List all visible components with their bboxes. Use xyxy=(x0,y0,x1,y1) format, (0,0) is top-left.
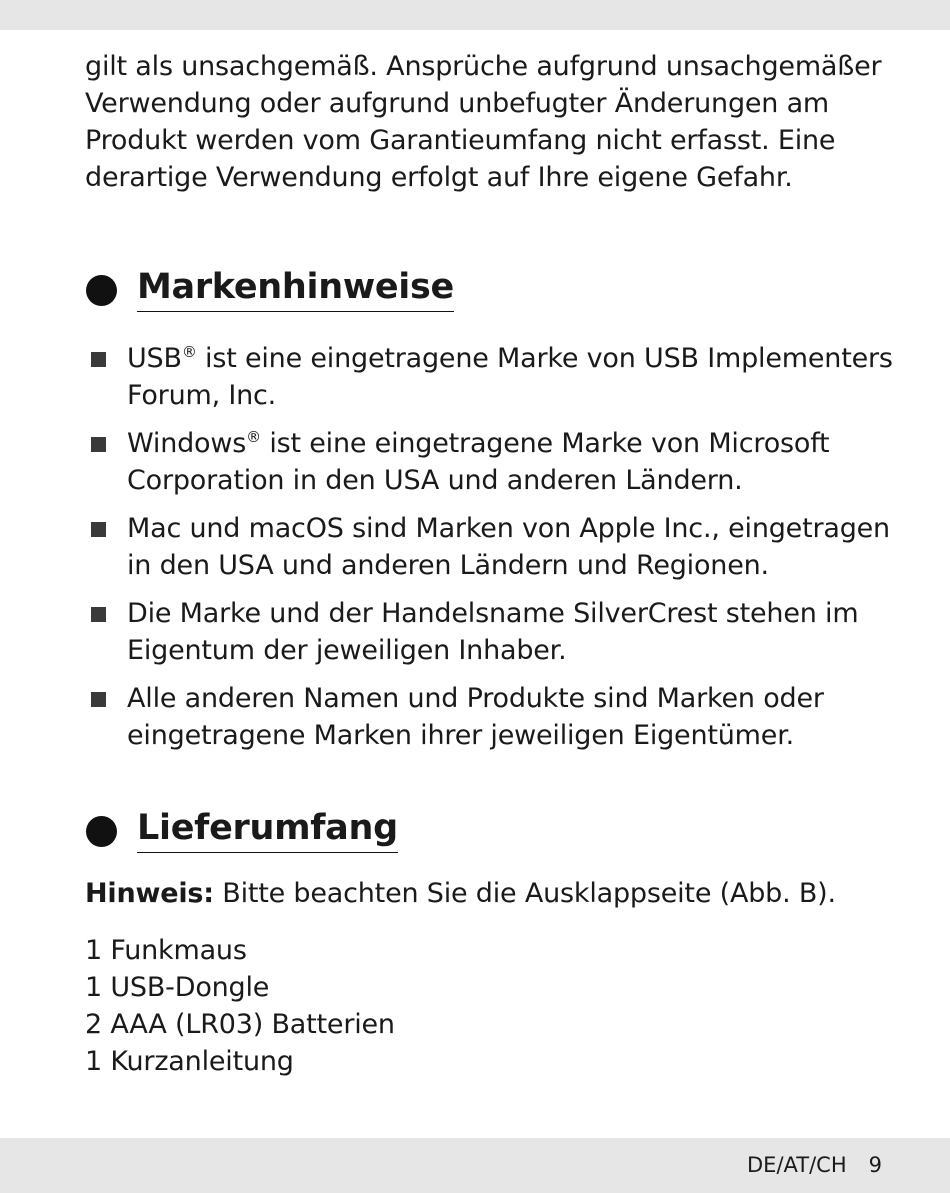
page-number: 9 xyxy=(868,1153,882,1177)
trademarks-heading xyxy=(85,263,905,312)
delivery-title: Lieferumfang xyxy=(137,804,398,853)
list-item: 1 Kurzanleitung xyxy=(85,1046,294,1077)
intro-paragraph xyxy=(85,48,905,196)
delivery-contents-list xyxy=(85,932,905,1080)
circle-bullet-icon xyxy=(86,275,117,306)
list-item-text xyxy=(127,595,905,669)
page-content xyxy=(85,48,905,1080)
square-bullet-icon xyxy=(91,437,106,452)
trademarks-title: Markenhinweise xyxy=(137,263,454,312)
registered-mark: ® xyxy=(246,428,261,446)
trademark-name: USB xyxy=(127,343,182,374)
trademark-description: Alle anderen Namen und Produkte sind Marken oder eingetragene Marken ihrer jeweiligen Eigentümer. xyxy=(127,683,824,751)
intro-line: Produkt werden vom Garantieumfang nicht erfasst. Eine xyxy=(85,125,836,156)
list-item xyxy=(85,595,905,669)
trademark-description: ist eine eingetragene Marke von Microsoft Corporation in den USA und anderen Ländern. xyxy=(127,428,830,496)
list-item-text xyxy=(127,680,905,754)
footer-region: DE/AT/CH xyxy=(747,1153,847,1177)
trademark-description: Mac und macOS sind Marken von Apple Inc., eingetragen in den USA und anderen Ländern und Regionen. xyxy=(127,513,890,581)
square-bullet-icon xyxy=(91,352,106,367)
list-item xyxy=(85,680,905,754)
trademark-name: Windows xyxy=(127,428,247,459)
list-item xyxy=(85,510,905,584)
list-item xyxy=(85,425,905,499)
delivery-note xyxy=(85,875,905,912)
list-item: 1 USB-Dongle xyxy=(85,972,270,1003)
list-item-text xyxy=(127,340,905,414)
trademark-description: Die Marke und der Handelsname SilverCrest stehen im Eigentum der jeweiligen Inhaber. xyxy=(127,598,859,666)
registered-mark: ® xyxy=(181,343,197,361)
top-margin-band xyxy=(0,0,950,30)
square-bullet-icon xyxy=(91,607,106,622)
intro-line: Verwendung oder aufgrund unbefugter Änderungen am xyxy=(85,88,830,119)
square-bullet-icon xyxy=(91,692,106,707)
list-item: 1 Funkmaus xyxy=(85,935,247,966)
square-bullet-icon xyxy=(91,522,106,537)
trademark-description: ist eine eingetragene Marke von USB Implementers Forum, Inc. xyxy=(127,343,893,411)
circle-bullet-icon xyxy=(86,816,117,847)
list-item-text xyxy=(127,425,905,499)
note-text: Bitte beachten Sie die Ausklappseite (Abb. B). xyxy=(213,878,836,909)
note-label: Hinweis: xyxy=(85,878,214,909)
list-item xyxy=(85,340,905,414)
list-item: 2 AAA (LR03) Batterien xyxy=(85,1009,395,1040)
intro-line: derartige Verwendung erfolgt auf Ihre eigene Gefahr. xyxy=(85,162,793,193)
delivery-heading xyxy=(85,804,905,853)
trademarks-list xyxy=(85,340,905,754)
intro-line: gilt als unsachgemäß. Ansprüche aufgrund unsachgemäßer xyxy=(85,51,882,82)
list-item-text xyxy=(127,510,905,584)
page-footer xyxy=(747,1151,882,1179)
